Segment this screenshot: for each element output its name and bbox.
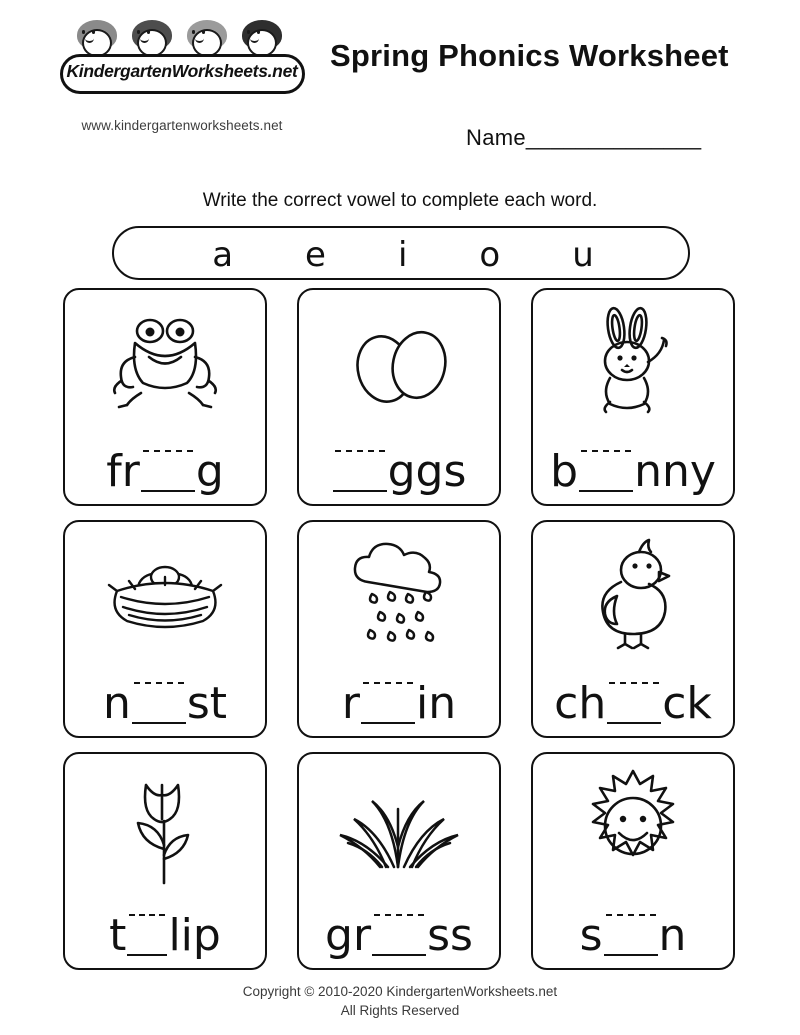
rain-icon	[299, 534, 499, 654]
vowel-u: u	[572, 235, 594, 275]
site-url: www.kindergartenworksheets.net	[81, 118, 283, 133]
answer-blank[interactable]	[604, 912, 658, 958]
answer-blank[interactable]	[333, 448, 387, 494]
word-prefix: gr	[325, 910, 372, 961]
worksheet-header	[0, 0, 800, 165]
worksheet-item-grass	[297, 752, 501, 970]
word-frog	[65, 446, 265, 497]
word-grass	[299, 910, 499, 961]
frog-icon	[65, 302, 265, 422]
word-prefix: n	[102, 678, 131, 729]
word-sun	[533, 910, 733, 961]
page-title: Spring Phonics Worksheet	[330, 38, 729, 73]
word-suffix: ggs	[387, 446, 467, 497]
worksheet-item-frog	[63, 288, 267, 506]
word-prefix: t	[109, 910, 127, 961]
worksheet-item-tulip	[63, 752, 267, 970]
word-tulip	[65, 910, 265, 961]
worksheet-grid	[63, 288, 739, 970]
instructions-text: Write the correct vowel to complete each word.	[202, 190, 598, 211]
word-prefix: ch	[554, 678, 607, 729]
vowel-e: e	[305, 235, 326, 275]
word-suffix: nny	[634, 446, 716, 497]
word-rain	[299, 678, 499, 729]
tulip-icon	[65, 766, 265, 886]
word-prefix: b	[550, 446, 579, 497]
copyright-text: Copyright © 2010-2020 KindergartenWorksheets.net	[242, 983, 558, 999]
worksheet-item-rain	[297, 520, 501, 738]
word-prefix: s	[579, 910, 603, 961]
word-nest	[65, 678, 265, 729]
vowel-i: i	[397, 235, 408, 275]
vowel-a: a	[212, 235, 234, 275]
worksheet-item-eggs	[297, 288, 501, 506]
answer-blank[interactable]	[132, 680, 186, 726]
answer-blank[interactable]	[361, 680, 415, 726]
answer-blank[interactable]	[127, 912, 167, 958]
word-prefix: fr	[106, 446, 140, 497]
vowel-o: o	[479, 235, 501, 275]
word-eggs	[299, 446, 499, 497]
logo-badge	[60, 20, 305, 102]
worksheet-item-nest	[63, 520, 267, 738]
eggs-icon	[299, 302, 499, 422]
word-suffix: n	[658, 910, 687, 961]
word-suffix: lip	[168, 910, 221, 961]
vowel-reference-bar	[112, 226, 690, 280]
grass-icon	[299, 766, 499, 886]
word-bunny	[533, 446, 733, 497]
word-chick	[533, 678, 733, 729]
worksheet-item-bunny	[531, 288, 735, 506]
word-suffix: g	[195, 446, 224, 497]
answer-blank[interactable]	[372, 912, 426, 958]
word-suffix: in	[415, 678, 457, 729]
nest-icon	[65, 534, 265, 654]
answer-blank[interactable]	[607, 680, 661, 726]
name-field-label[interactable]: Name______________	[466, 125, 702, 150]
chick-icon	[533, 534, 733, 654]
worksheet-item-sun	[531, 752, 735, 970]
worksheet-item-chick	[531, 520, 735, 738]
bunny-icon	[533, 302, 733, 422]
worksheet-footer	[0, 982, 800, 1021]
rights-text: All Rights Reserved	[340, 1003, 460, 1019]
site-logo	[52, 20, 312, 133]
word-suffix: ck	[662, 678, 712, 729]
word-prefix: r	[341, 678, 360, 729]
word-suffix: ss	[427, 910, 473, 961]
sun-icon	[533, 766, 733, 886]
logo-text: KindergartenWorksheets.net	[66, 61, 298, 81]
answer-blank[interactable]	[141, 448, 195, 494]
word-suffix: st	[186, 678, 228, 729]
answer-blank[interactable]	[579, 448, 633, 494]
